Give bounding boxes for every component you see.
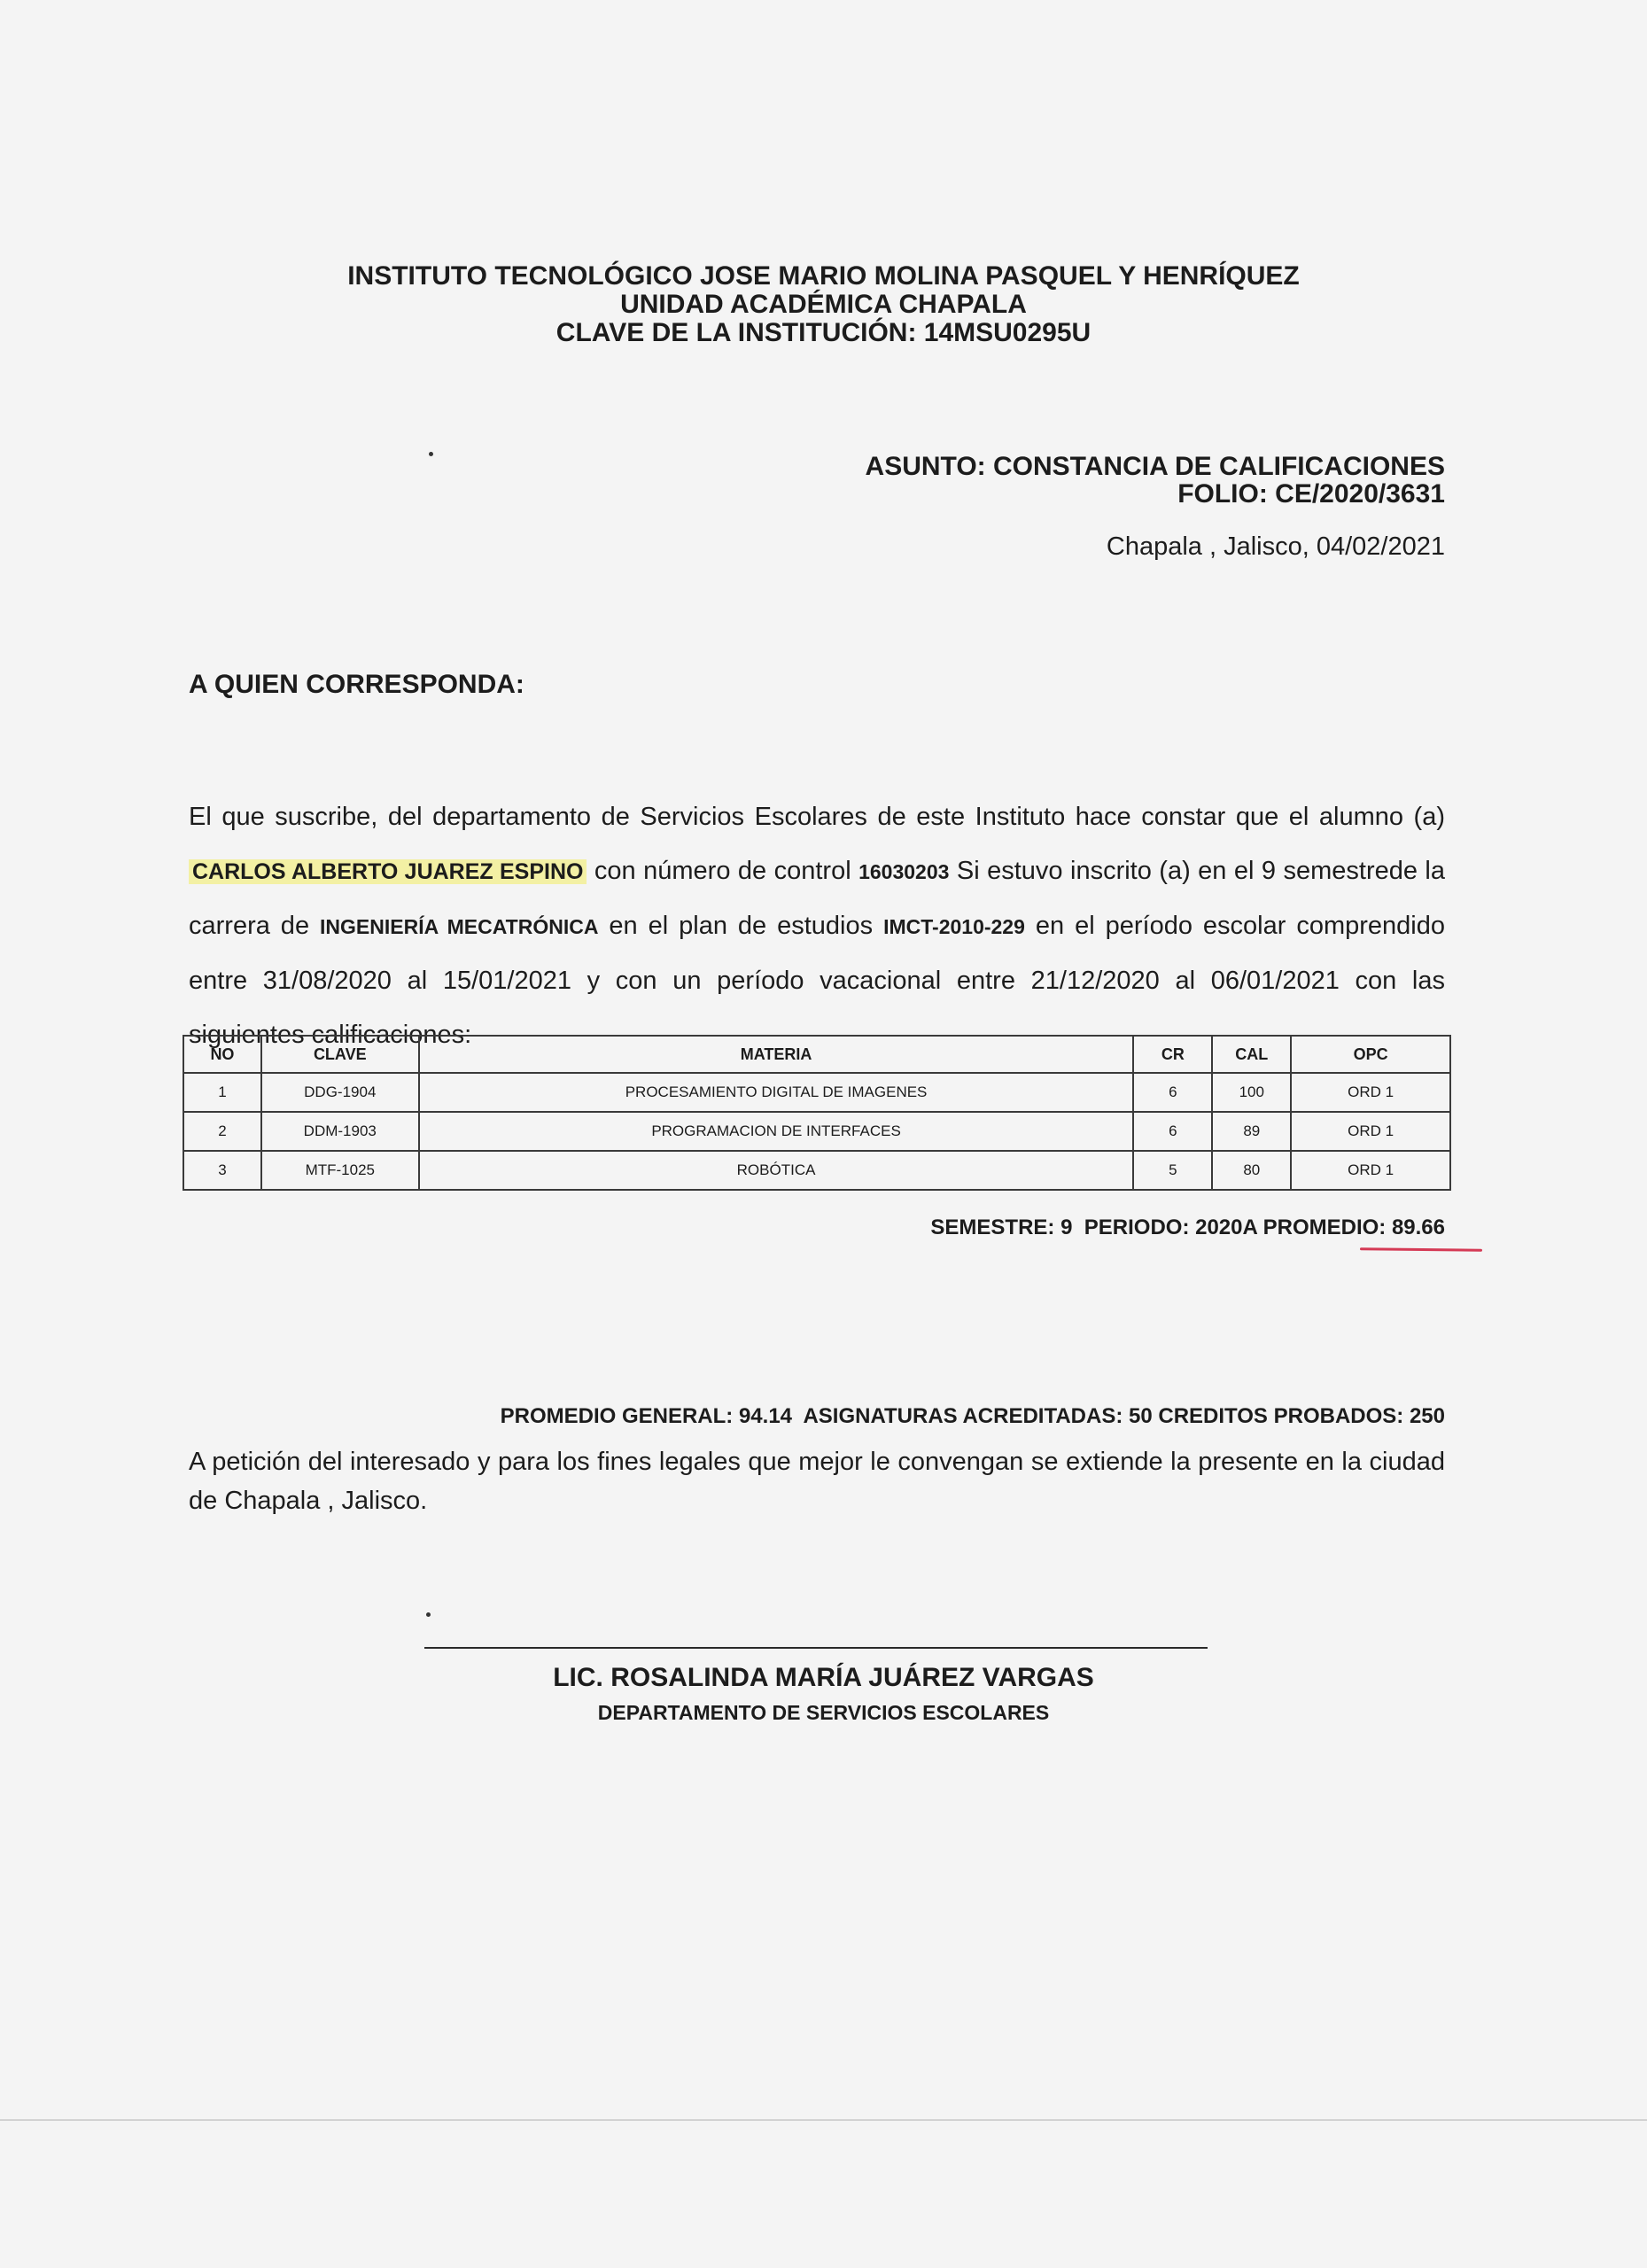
table-row (183, 1151, 1450, 1190)
semester-summary: SEMESTRE: 9 PERIODO: 2020A PROMEDIO: 89.66 (930, 1216, 1445, 1239)
cell-opc: ORD 1 (1291, 1073, 1450, 1112)
header-no: NO (183, 1036, 261, 1073)
cell-materia: PROCESAMIENTO DIGITAL DE IMAGENES (419, 1073, 1134, 1112)
cell-cal: 100 (1212, 1073, 1291, 1112)
scan-speck (426, 1612, 431, 1617)
body-text-4: en el plan de estudios (598, 912, 884, 940)
cell-clave: MTF-1025 (261, 1151, 419, 1190)
cell-no: 1 (183, 1073, 261, 1112)
signatory-name: LIC. ROSALINDA MARÍA JUÁREZ VARGAS (553, 1663, 1094, 1692)
institution-name: INSTITUTO TECNOLÓGICO JOSE MARIO MOLINA PASQUEL Y HENRÍQUEZ (347, 261, 1300, 291)
subject-line: ASUNTO: CONSTANCIA DE CALIFICACIONES (865, 452, 1445, 481)
signatory-department: DEPARTAMENTO DE SERVICIOS ESCOLARES (597, 1701, 1050, 1724)
header-clave: CLAVE (261, 1036, 419, 1073)
body-text-5: en el período escolar comprendido entre 31/08/2020 al 15/01/2021 y con un período vacacional entre 21/12/2020 al 06/01/2021 con las siguientes calificaciones: (189, 912, 1445, 1049)
body-text-3: Si estuvo inscrito (a) en el 9 semestrede la carrera de (189, 857, 1445, 940)
cell-materia: PROGRAMACION DE INTERFACES (419, 1112, 1134, 1151)
signature-line (424, 1647, 1208, 1649)
cell-materia: ROBÓTICA (419, 1151, 1134, 1190)
certification-paragraph (189, 790, 1445, 1062)
cell-opc: ORD 1 (1291, 1151, 1450, 1190)
cell-clave: DDG-1904 (261, 1073, 419, 1112)
cell-cr: 6 (1133, 1112, 1212, 1151)
closing-paragraph: A petición del interesado y para los fines legales que mejor le convengan se extiende la presente en la ciudad de Chapala , Jalisco. (189, 1448, 1445, 1515)
body-text-1: El que suscribe, del departamento de Servicios Escolares de este Instituto hace constar que el alumno (a) (189, 803, 1445, 831)
scan-speck (429, 452, 433, 456)
cell-cr: 6 (1133, 1073, 1212, 1112)
career-name: INGENIERÍA MECATRÓNICA (320, 915, 599, 938)
header-materia: MATERIA (419, 1036, 1134, 1073)
student-name: CARLOS ALBERTO JUAREZ ESPINO (189, 859, 587, 884)
cell-no: 2 (183, 1112, 261, 1151)
cell-opc: ORD 1 (1291, 1112, 1450, 1151)
header-opc: OPC (1291, 1036, 1450, 1073)
cell-no: 3 (183, 1151, 261, 1190)
cell-cr: 5 (1133, 1151, 1212, 1190)
header-cr: CR (1133, 1036, 1212, 1073)
academic-unit: UNIDAD ACADÉMICA CHAPALA (620, 290, 1027, 319)
table-row (183, 1112, 1450, 1151)
handwritten-underline (1360, 1247, 1482, 1251)
cell-cal: 80 (1212, 1151, 1291, 1190)
cell-clave: DDM-1903 (261, 1112, 419, 1151)
header-cal: CAL (1212, 1036, 1291, 1073)
grades-table (183, 1035, 1451, 1191)
folio-number: FOLIO: CE/2020/3631 (1177, 479, 1445, 509)
study-plan: IMCT-2010-229 (883, 915, 1025, 938)
table-header-row (183, 1036, 1450, 1073)
general-summary: PROMEDIO GENERAL: 94.14 ASIGNATURAS ACREDITADAS: 50 CREDITOS PROBADOS: 250 (500, 1404, 1445, 1428)
institution-key: CLAVE DE LA INSTITUCIÓN: 14MSU0295U (555, 318, 1092, 347)
salutation: A QUIEN CORRESPONDA: (189, 670, 524, 699)
body-text-2: con número de control (587, 857, 859, 885)
page-edge (0, 2119, 1647, 2121)
cell-cal: 89 (1212, 1112, 1291, 1151)
place-and-date: Chapala , Jalisco, 04/02/2021 (1106, 532, 1445, 561)
control-number: 16030203 (858, 860, 950, 883)
table-row (183, 1073, 1450, 1112)
